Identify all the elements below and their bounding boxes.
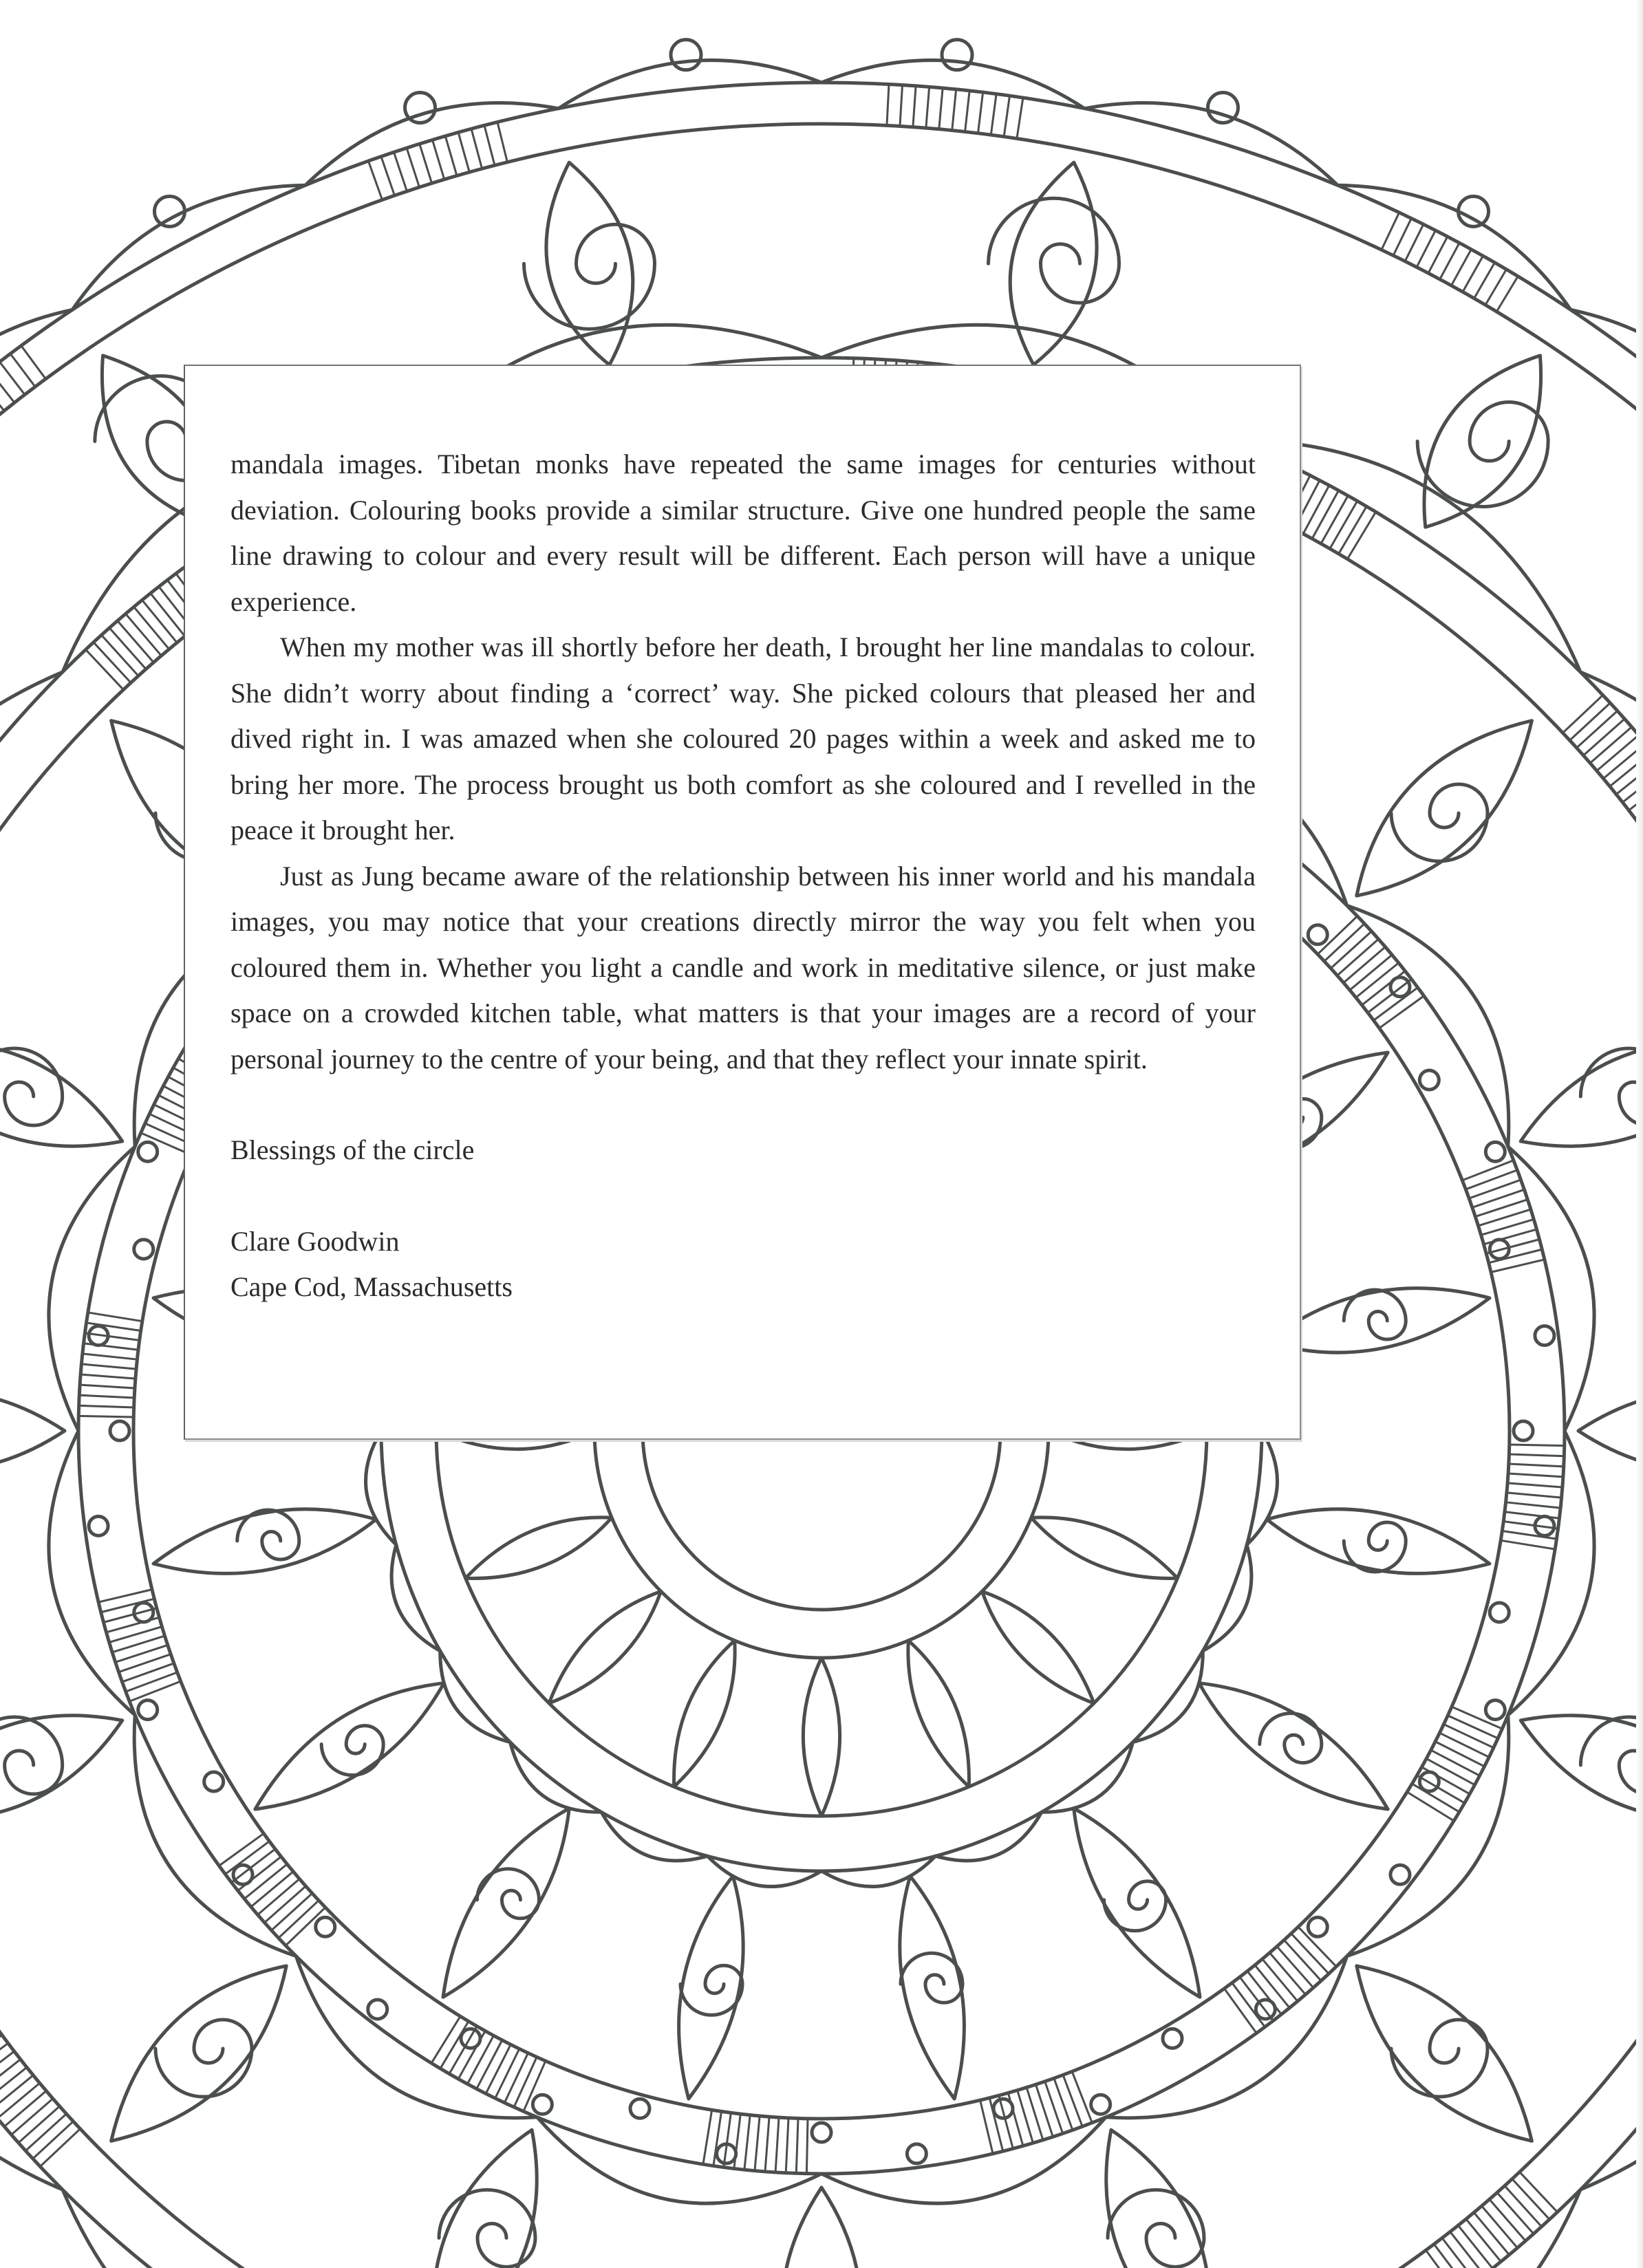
page-edge-shadow [1636, 0, 1643, 2268]
paragraph-3: Just as Jung became aware of the relationship between his inner world and his mandala images, you may notice that your creations directly mirror the way you felt when you coloured them in. Whether you light a candle and work in meditative silence, or just make space on a crowded kitchen table, what matters is that your images are a record of your personal journey to the centre of your being, and that they reflect your innate spirit. [230, 860, 1256, 1074]
paragraph-2: When my mother was ill shortly before her death, I brought her line mandalas to colour. She didn’t worry about finding a ‘correct’ way. She picked colours that pleased her and dived right in. I was amazed when she coloured 20 pages within a week and asked me to bring her more. The process brought us both comfort as she coloured and I revelled in the peace it brought her. [230, 631, 1256, 845]
closing-line: Blessings of the circle [230, 1134, 475, 1165]
body-text [230, 442, 1256, 1310]
text-panel [184, 365, 1301, 1440]
author-location: Cape Cod, Massachusetts [230, 1271, 513, 1302]
author-name: Clare Goodwin [230, 1225, 400, 1257]
paragraph-1: mandala images. Tibetan monks have repeated the same images for centuries without deviation. Colouring books provide a similar structure. Give one hundred people the same line drawing to colour and every result will be different. Each person will have a unique experience. [230, 449, 1256, 617]
